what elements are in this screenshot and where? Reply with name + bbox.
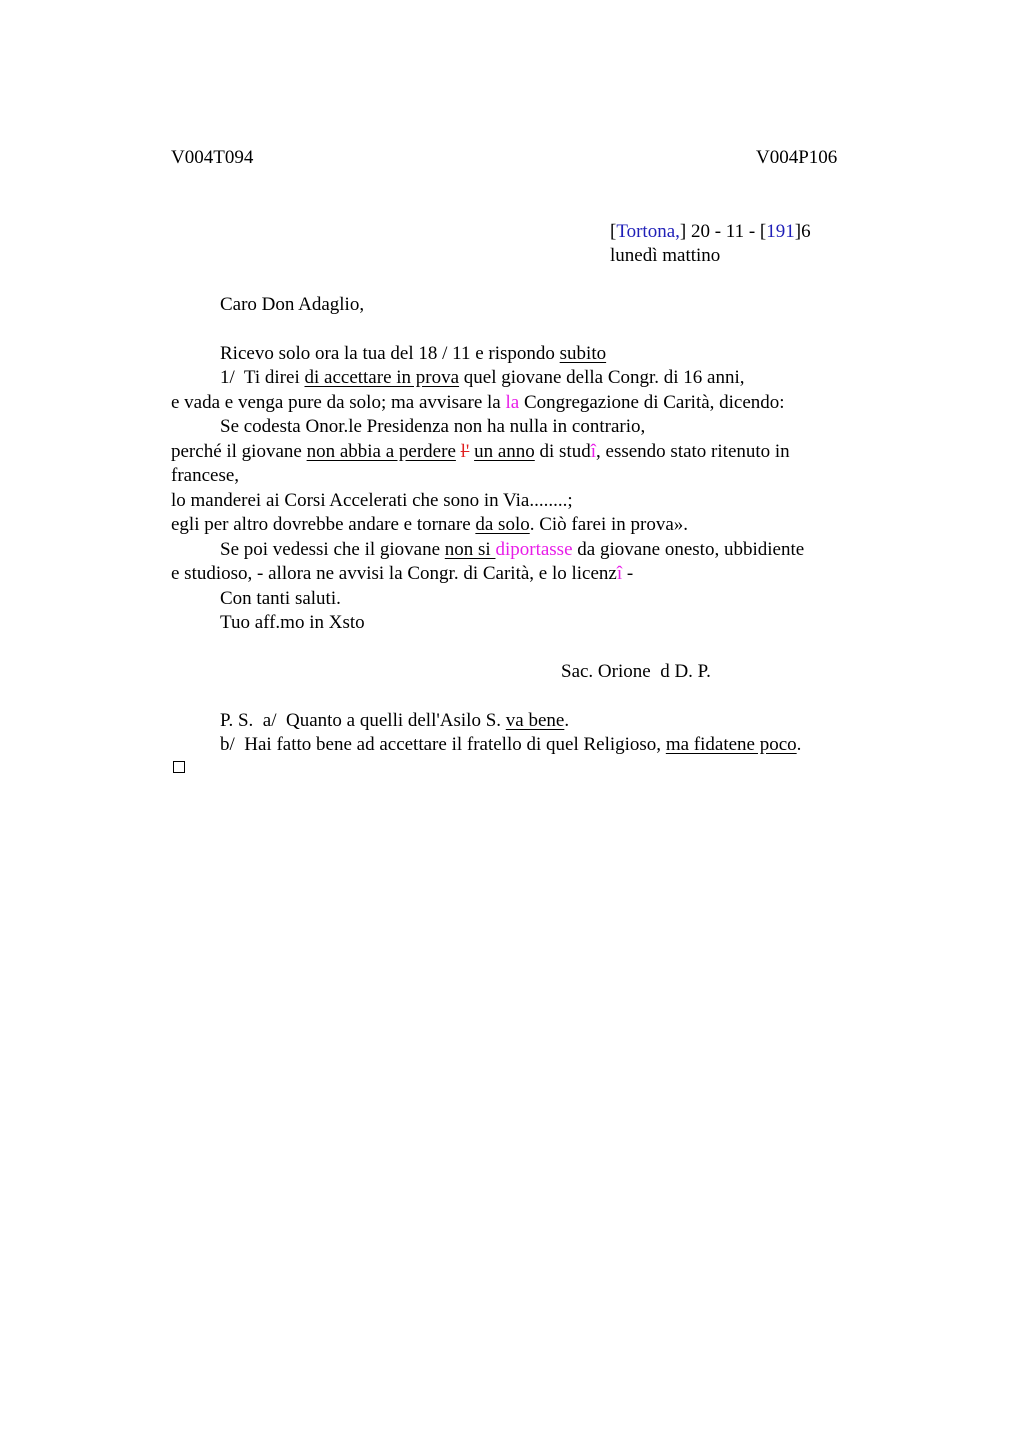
underlined-text: subito xyxy=(559,343,607,364)
correction-text: î xyxy=(616,563,623,584)
dateline-weekday: lunedì mattino xyxy=(610,245,721,266)
text-run: Ricevo solo ora la tua del 18 / 11 e rispondo xyxy=(220,343,560,364)
text-run: 1/ Ti direi xyxy=(220,367,305,388)
postscript-a xyxy=(220,709,569,734)
dateline-place: Tortona, xyxy=(616,221,680,242)
body-line-5 xyxy=(171,440,790,465)
underlined-text: va bene xyxy=(505,710,565,731)
text-run: P. S. a/ Quanto a quelli dell'Asilo S. xyxy=(220,710,506,731)
text-run: Se poi vedessi che il giovane xyxy=(220,539,445,560)
body-line-9 xyxy=(220,538,804,563)
postscript-b xyxy=(220,733,801,758)
dateline-year-part: 191 xyxy=(766,221,795,242)
text-run: . xyxy=(796,734,802,755)
dateline-mid: ] 20 - 11 - [ xyxy=(679,221,767,242)
underlined-text: non abbia a perdere xyxy=(306,441,456,462)
text-run: e vada e venga pure da solo; ma avvisare la xyxy=(171,392,506,413)
text-run: quel giovane della Congr. di 16 anni, xyxy=(459,367,745,388)
body-line-4: Se codesta Onor.le Presidenza non ha nulla in contrario, xyxy=(220,416,646,437)
dateline-close: ]6 xyxy=(794,221,811,242)
body-line-3 xyxy=(171,391,785,416)
dateline xyxy=(610,220,811,245)
body-line-6: francese, xyxy=(171,465,240,486)
body-line-7: lo manderei ai Corsi Accelerati che sono in Via........; xyxy=(171,490,573,511)
dateline-open: [ xyxy=(610,221,617,242)
underlined-text: ma fidatene poco xyxy=(665,734,797,755)
deleted-text: l' xyxy=(460,441,470,462)
text-run: perché il giovane xyxy=(171,441,307,462)
text-run: . Ciò farei in prova». xyxy=(529,514,689,535)
text-run: , essendo stato ritenuto in xyxy=(596,441,790,462)
header-left-code: V004T094 xyxy=(171,147,254,168)
closing-greeting: Con tanti saluti. xyxy=(220,588,341,609)
underlined-text: non si xyxy=(444,539,496,560)
correction-text: diportasse xyxy=(495,539,573,560)
body-line-10 xyxy=(171,562,633,587)
underlined-text: di accettare in prova xyxy=(304,367,460,388)
text-run: egli per altro dovrebbe andare e tornare xyxy=(171,514,476,535)
text-run: b/ Hai fatto bene ad accettare il fratello di quel Religioso, xyxy=(220,734,666,755)
text-run: - xyxy=(622,563,634,584)
signature: Sac. Orione d D. P. xyxy=(561,661,711,682)
closing-formula: Tuo aff.mo in Xsto xyxy=(220,612,365,633)
body-line-2 xyxy=(220,366,745,391)
body-line-8 xyxy=(171,513,688,538)
salutation: Caro Don Adaglio, xyxy=(220,294,365,315)
text-run: di stud xyxy=(534,441,591,462)
header-right-code: V004P106 xyxy=(756,147,838,168)
end-marker-box xyxy=(173,761,185,773)
underlined-text: un anno xyxy=(474,441,535,462)
underlined-text: da solo xyxy=(475,514,530,535)
body-line-1 xyxy=(220,342,606,367)
text-run: Congregazione di Carità, dicendo: xyxy=(519,392,785,413)
text-run: e studioso, - allora ne avvisi la Congr. di Carità, e lo licenz xyxy=(171,563,617,584)
text-run: da giovane onesto, ubbidiente xyxy=(572,539,805,560)
correction-text: la xyxy=(505,392,520,413)
text-run: . xyxy=(564,710,570,731)
correction-text: î xyxy=(590,441,597,462)
